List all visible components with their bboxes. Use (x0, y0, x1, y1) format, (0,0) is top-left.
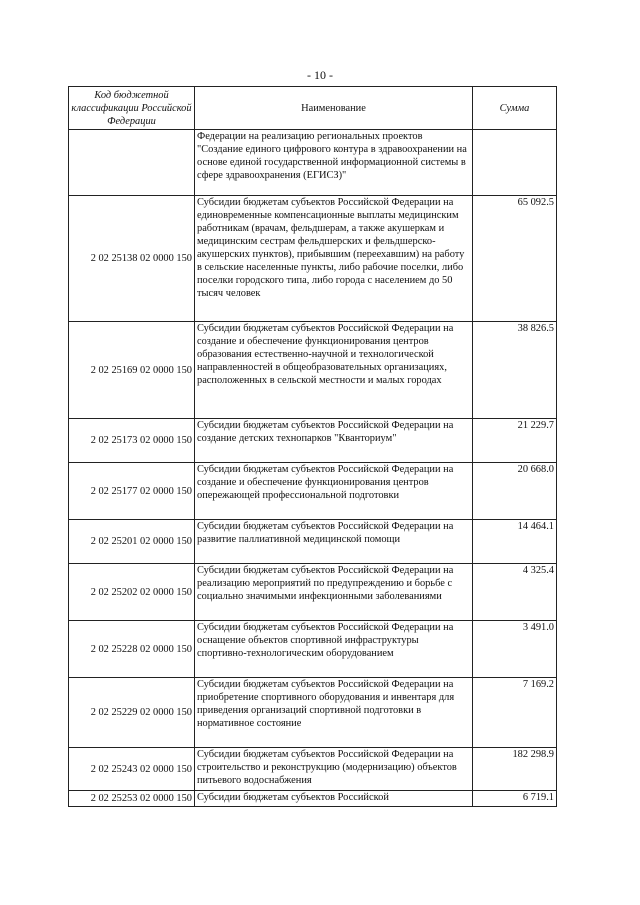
row-sum: 65 092.5 (473, 196, 557, 322)
row-code: 2 02 25202 02 0000 150 (69, 564, 195, 621)
table-row (69, 463, 557, 520)
budget-table (68, 86, 557, 807)
row-name: Субсидии бюджетам субъектов Российской Федерации на приобретение спортивного оборудования и инвентаря для приведения организаций спортивной подготовки в нормативное состояние (195, 678, 473, 748)
table-row (69, 748, 557, 791)
row-sum: 20 668.0 (473, 463, 557, 520)
table-row (69, 520, 557, 564)
row-sum: 182 298.9 (473, 748, 557, 791)
page-number: - 10 - (307, 68, 333, 82)
row-sum: 14 464.1 (473, 520, 557, 564)
row-name: Субсидии бюджетам субъектов Российской Федерации на создание и обеспечение функционирования центров опережающей профессиональной подготовки (195, 463, 473, 520)
row-code: 2 02 25173 02 0000 150 (69, 419, 195, 463)
row-code: 2 02 25229 02 0000 150 (69, 678, 195, 748)
row-name: Субсидии бюджетам субъектов Российской Федерации на создание и обеспечение функционирования центров образования естественно-научной и технологической направленностей в общеобразовательных организациях, расположенных в сельской местности и малых городах (195, 322, 473, 419)
table-row (69, 322, 557, 419)
table-row (69, 791, 557, 807)
row-name: Федерации на реализацию региональных проектов "Создание единого цифрового контура в здравоохранении на основе единой государственной информационной системы в сфере здравоохранения (ЕГИСЗ)" (195, 130, 473, 196)
table-row (69, 419, 557, 463)
row-name: Субсидии бюджетам субъектов Российской Федерации на реализацию мероприятий по предупреждению и борьбе с социально значимыми инфекционными заболеваниями (195, 564, 473, 621)
row-sum: 4 325.4 (473, 564, 557, 621)
row-name: Субсидии бюджетам субъектов Российской (195, 791, 473, 807)
header-code: Код бюджетной классификации Российской Федерации (69, 87, 195, 130)
row-code: 2 02 25243 02 0000 150 (69, 748, 195, 791)
row-code: 2 02 25138 02 0000 150 (69, 196, 195, 322)
row-sum: 7 169.2 (473, 678, 557, 748)
table-row (69, 564, 557, 621)
row-sum: 38 826.5 (473, 322, 557, 419)
table-header-row (69, 87, 557, 130)
row-name: Субсидии бюджетам субъектов Российской Федерации на оснащение объектов спортивной инфраструктуры спортивно-технологическим оборудованием (195, 621, 473, 678)
row-name: Субсидии бюджетам субъектов Российской Федерации на развитие паллиативной медицинской помощи (195, 520, 473, 564)
header-sum: Сумма (473, 87, 557, 130)
row-name: Субсидии бюджетам субъектов Российской Федерации на единовременные компенсационные выплаты медицинским работникам (врачам, фельдшерам, а также акушеркам и медицинским сестрам фельдшерских и фельдшерско-акушерских пунктов), прибывшим (переехавшим) на работу в сельские населенные пункты, либо рабочие поселки, либо поселки городского типа, либо города с населением до 50 тысяч человек (195, 196, 473, 322)
table-row (69, 130, 557, 196)
row-sum: 3 491.0 (473, 621, 557, 678)
row-name: Субсидии бюджетам субъектов Российской Федерации на строительство и реконструкцию (модернизацию) объектов питьевого водоснабжения (195, 748, 473, 791)
table-row (69, 196, 557, 322)
header-name: Наименование (195, 87, 473, 130)
row-code: 2 02 25201 02 0000 150 (69, 520, 195, 564)
row-code (69, 130, 195, 196)
row-code: 2 02 25228 02 0000 150 (69, 621, 195, 678)
row-code: 2 02 25169 02 0000 150 (69, 322, 195, 419)
table-row (69, 621, 557, 678)
row-sum: 6 719.1 (473, 791, 557, 807)
row-sum: 21 229.7 (473, 419, 557, 463)
row-code: 2 02 25253 02 0000 150 (69, 791, 195, 807)
row-code: 2 02 25177 02 0000 150 (69, 463, 195, 520)
table-row (69, 678, 557, 748)
row-name: Субсидии бюджетам субъектов Российской Федерации на создание детских технопарков "Кванториум" (195, 419, 473, 463)
row-sum (473, 130, 557, 196)
